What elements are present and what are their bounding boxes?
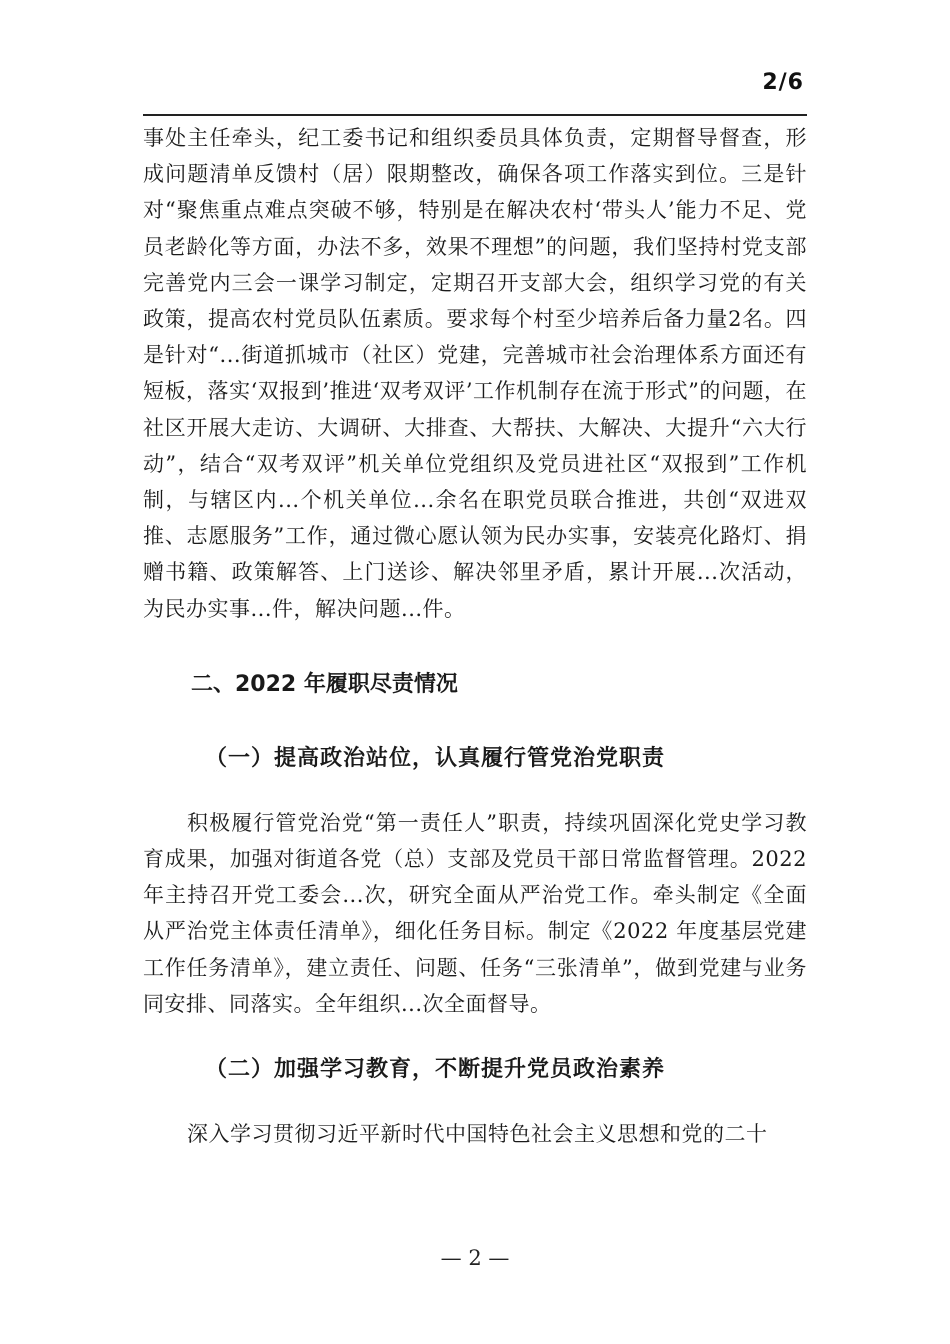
section-heading: 二、2022 年履职尽责情况 <box>191 671 458 697</box>
header-rule <box>143 114 807 116</box>
document-body <box>143 120 807 1152</box>
body-paragraph-1: 积极履行管党治党“第一责任人”职责，持续巩固深化党史学习教育成果，加强对街道各党（总）支部及党员干部日常监督管理。2022 年主持召开党工委会...次，研究全面从严治党工作。牵头制定《全面从严治党主体责任清单》，细化任务目标。制定《2022 年度基层党建工作任务清单》，建立责任、问题、任务“三张清单”，做到党建与业务同安排、同落实。全年组织...次全面督导。 <box>143 810 807 1016</box>
body-paragraph-continued: 事处主任牵头，纪工委书记和组织委员具体负责，定期督导督查，形成问题清单反馈村（居）限期整改，确保各项工作落实到位。三是针对“聚焦重点难点突破不够，特别是在解决农村‘带头人’能力不足、党员老龄化等方面，办法不多，效果不理想”的问题，我们坚持村党支部完善党内三会一课学习制定，定期召开支部大会，组织学习党的有关政策，提高农村党员队伍素质。要求每个村至少培养后备力量2名。四是针对“...街道抓城市（社区）党建，完善城市社会治理体系方面还有短板，落实‘双报到’推进‘双考双评’工作机制存在流于形式”的问题，在社区开展大走访、大调研、大排查、大帮扶、大解决、大提升“六大行动”，结合“双考双评”机关单位党组织及党员进社区“双报到”工作机制，与辖区内...个机关单位...余名在职党员联合推进，共创“双进双推、志愿服务”工作，通过微心愿认领为民办实事，安装亮化路灯、捐赠书籍、政策解答、上门送诊、解决邻里矛盾，累计开展...次活动，为民办实事...件，解决问题...件。 <box>143 126 807 621</box>
page-indicator: 2/6 <box>762 70 804 95</box>
body-paragraph-2: 深入学习贯彻习近平新时代中国特色社会主义思想和党的二十 <box>187 1122 768 1147</box>
subsection-heading-2: （二）加强学习教育，不断提升党员政治素养 <box>205 1057 666 1083</box>
subsection-heading-1: （一）提高政治站位，认真履行管党治党职责 <box>205 745 666 771</box>
footer-page-number: — 2 — <box>440 1246 510 1270</box>
